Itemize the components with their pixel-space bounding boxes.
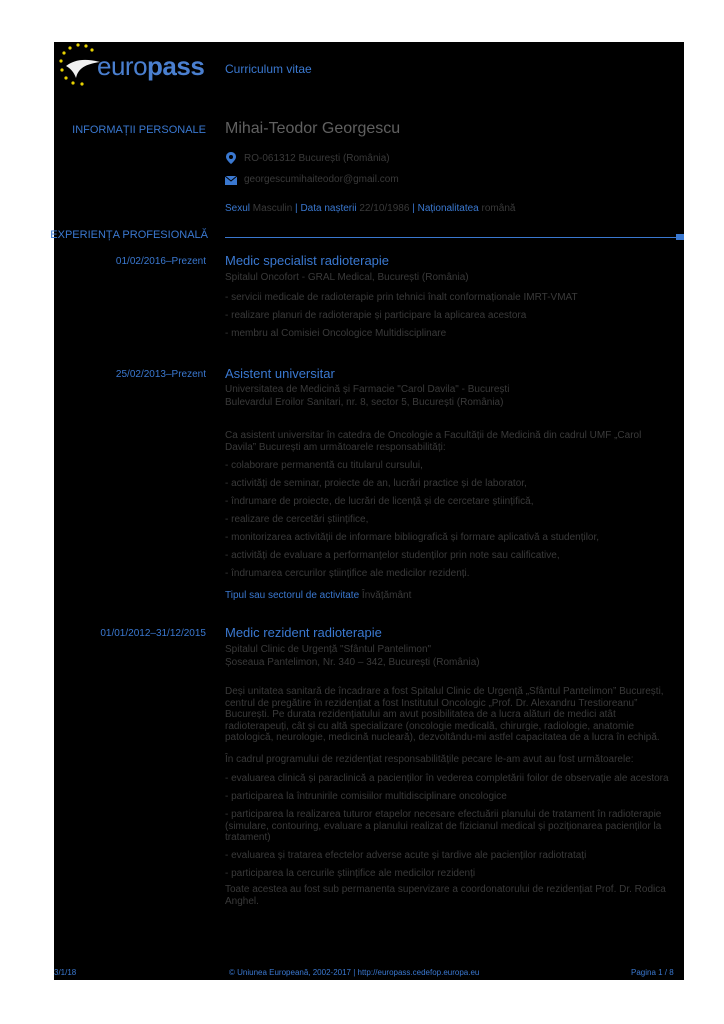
logo-text-light: euro xyxy=(97,51,148,81)
section-label-experience: EXPERIENȚA PROFESIONALĂ xyxy=(50,229,208,241)
section-label-personal: INFORMAȚII PERSONALE xyxy=(72,124,206,136)
job-closing: Toate acestea au fost sub permanenta supervizare a coordonatorului de rezidențiat Prof. Dr. Rodica Anghel. xyxy=(225,884,666,907)
nationality-label: Naționalitatea xyxy=(417,203,479,214)
job-intro: Deși unitatea sanitară de încadrare a fost Spitalul Clinic de Urgență „Sfântul Pantelimon” București, centrul de pregătire în rezidențiat a fost Institutul Oncologic „Prof. Dr. Alexandru Trestioreanu” București. Pe durata rezidențiatului am avut posibilitatea de a lucra alături de medici atât radioterapeuți, cât și cu altă specializare (oncologie medicală, chirurgie, radiologie, anatomie patologică, neurologie, medicină nucleară), dezvoltându-mi astfel capacitatea de a lucra în echipă. xyxy=(225,686,664,743)
sex-label: Sexul xyxy=(225,203,251,214)
footer-copyright-link[interactable]: © Uniunea Europeană, 2002-2017 | http://europass.cedefop.europa.eu xyxy=(229,968,480,977)
sector-label: Tipul sau sectorul de activitate xyxy=(225,590,360,601)
address-text: RO-061312 București (România) xyxy=(244,153,390,164)
job-title: Medic specialist radioterapie xyxy=(225,253,390,268)
job-bullet: - activități de evaluare a performanțelor studenților prin note sau calificative, xyxy=(225,550,560,561)
cv-page xyxy=(50,42,684,966)
europass-logo xyxy=(56,42,216,88)
location-pin-icon xyxy=(226,152,236,164)
job-intro-2: În cadrul programului de rezidențiat responsabilitățile pecare le-am avut au fost următoarele: xyxy=(225,754,634,765)
job-employer: Spitalul Oncofort - GRAL Medical, București (România) xyxy=(225,272,469,283)
job-bullet: - colaborare permanentă cu titularul cursului, xyxy=(225,460,423,471)
job-bullet: - realizare de cercetări științifice, xyxy=(225,514,369,525)
job-bullet: - participarea la întrunirile comisiilor multidisciplinare oncologice xyxy=(225,791,507,802)
section-divider xyxy=(225,237,680,238)
sector-value: Învățământ xyxy=(361,590,412,601)
birth-label: Data nașterii xyxy=(300,203,357,214)
separator: | xyxy=(412,203,415,214)
job-employer: Universitatea de Medicină și Farmacie "Carol Davila" - București xyxy=(225,384,510,395)
job-title: Asistent universitar xyxy=(225,366,335,381)
email-link[interactable]: georgescumihaiteodor@gmail.com xyxy=(244,174,399,185)
job-address: Bulevardul Eroilor Sanitari, nr. 8, sector 5, București (România) xyxy=(225,397,504,408)
job-bullet: - participarea la cercurile științifice ale medicilor rezidenți xyxy=(225,868,476,879)
logo-wordmark xyxy=(97,51,204,82)
email-envelope-icon xyxy=(225,176,237,185)
job-title: Medic rezident radioterapie xyxy=(225,625,382,640)
section-divider-end xyxy=(676,234,684,240)
job-bullet: - evaluarea și tratarea efectelor adverse acute și tardive ale pacienților radiotratați xyxy=(225,850,587,861)
job-bullet: - monitorizarea activității de informare bibliografică și formare aplicativă a studenților, xyxy=(225,532,600,543)
job-bullet: - realizare planuri de radioterapie și participare la aplicarea acestora xyxy=(225,310,527,321)
job-sector xyxy=(225,590,411,601)
job-bullet: - servicii medicale de radioterapie prin tehnici înalt conformaționale IMRT-VMAT xyxy=(225,292,578,303)
job-bullet: - membru al Comisiei Oncologice Multidisciplinare xyxy=(225,328,447,339)
personal-details-line xyxy=(225,203,515,214)
nationality-value: română xyxy=(481,203,516,214)
footer-date: 3/1/18 xyxy=(54,968,77,977)
document-title: Curriculum vitae xyxy=(225,62,312,76)
job-date: 25/02/2013–Prezent xyxy=(115,369,206,380)
footer-page-number: Pagina 1 / 8 xyxy=(631,968,674,977)
job-date: 01/01/2012–31/12/2015 xyxy=(100,628,206,639)
job-bullet: - îndrumare de proiecte, de lucrări de licență și de cercetare științifică, xyxy=(225,496,534,507)
job-intro: Ca asistent universitar în catedra de Oncologie a Facultății de Medicină din cadrul UMF „Carol Davila” București am următoarele responsabilități: xyxy=(225,430,642,453)
logo-text-bold: pass xyxy=(147,51,205,81)
job-employer: Spitalul Clinic de Urgență "Sfântul Pantelimon" xyxy=(225,644,432,655)
job-bullet: - evaluarea clinică și paraclinică a pacienților în vederea completării foilor de observație ale acestora xyxy=(225,773,669,784)
separator: | xyxy=(295,203,298,214)
sex-value: Masculin xyxy=(252,203,293,214)
job-bullet: - activități de seminar, proiecte de an, lucrări practice și de laborator, xyxy=(225,478,527,489)
job-date: 01/02/2016–Prezent xyxy=(115,256,206,267)
person-name: Mihai-Teodor Georgescu xyxy=(225,120,401,137)
job-bullet: - participarea la realizarea tuturor etapelor necesare efectuării planului de tratament în radioterapie (simulare, contouring, evaluare a planului realizat de fizicianul medical și poziționarea pacienților la tratament) xyxy=(225,809,662,843)
job-bullet: - îndrumarea cercurilor științifice ale medicilor rezidenți. xyxy=(225,568,470,579)
job-address: Șoseaua Pantelimon, Nr. 340 – 342, București (România) xyxy=(225,657,480,668)
birth-value: 22/10/1986 xyxy=(359,203,410,214)
